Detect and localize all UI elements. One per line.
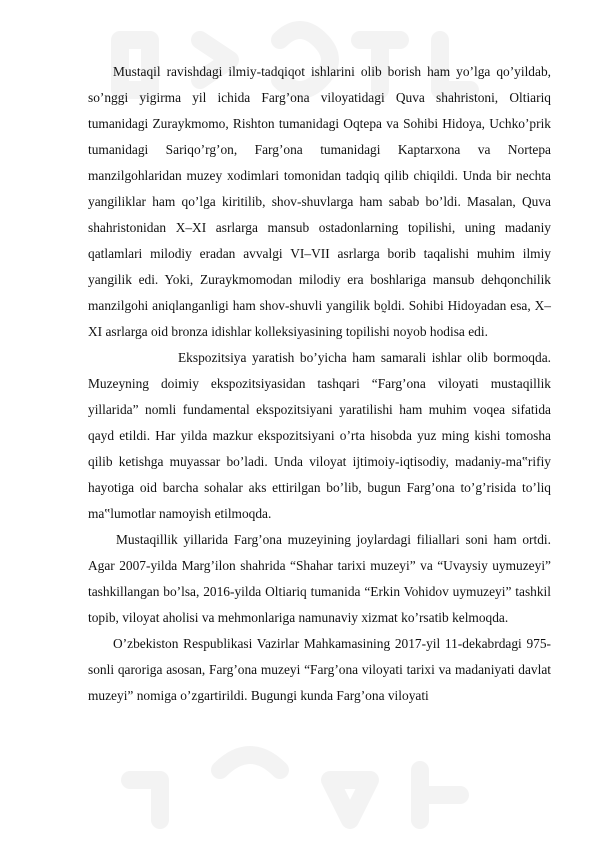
document-page [88, 59, 551, 709]
paragraph-exposition: Ekspozitsiya yaratish bo’yicha ham samarali ishlar olib bormoqda. Muzeyning doimiy ekspozitsiyasidan tashqari “Farg’ona viloyati mustaqillik yillarida” nomli fundamental ekspozitsiyani yaratilishi ham muhim voqea sifatida qayd etildi. Har yilda mazkur ekspozitsiyani o’rta hisobda yuz ming kishi tomosha qilib ketishga muyassar bo’ladi. Unda viloyat ijtimoiy-iqtisodiy, madaniy-ma‟rifiy hayotiga oid barcha sohalar aks ettirilgan bo’lib, bugun Farg’ona to’g’risida to’liq ma‟lumotlar namoyish etilmoqda. [88, 350, 551, 521]
paragraph-archaeology: Mustaqil ravishdagi ilmiy-tadqiqot ishlarini olib borish ham yo’lga qo’yildab, so’nggi yigirma yil ichida Farg’ona viloyatidagi Quva shahristoni, Oltiariq tumanidagi Zuraykmomo, Rishton tumanidagi Oqtepa va Sohibi Hidoya, Uchko’prik tumanidagi Sariqo’rg’on, Farg’ona tumanidagi Kaptarxona va Nortepa manzilgohlaridan muzey xodimlari tomonidan tadqiq qilib chiqildi. Unda bir nechta yangiliklar ham qo’lga kiritilib, shov-shuvlarga ham sabab bo’ldi. Masalan, Quva shahristonidan X–XI asrlarga mansub ostadonlarning topilishi, uning madaniy qatlamlari milodiy eradan avvalgi VI–VII asrlarga borib taqalishi muhim ilmiy yangilik edi. Yoki, Zuraykmomodan milodiy era boshlariga mansub dehqonchilik manzilgohi aniqlanganligi ham shov-shuvli yangilik bo̰ldi. Sohibi Hidoyadan esa, X–XI asrlarga oid bronza idishlar kolleksiyasining topilishi noyob hodisa edi. [88, 64, 551, 339]
paragraph-renaming: O’zbekiston Respublikasi Vazirlar Mahkamasining 2017-yil 11-dekabrdagi 975-sonli qaroriga asosan, Farg’ona muzeyi “Farg’ona viloyati tarixi va madaniyati davlat muzeyi” nomiga o’zgartirildi. Bugungi kunda Farg’ona viloyati [88, 636, 551, 703]
paragraph-branches: Mustaqillik yillarida Farg’ona muzeyining joylardagi filiallari soni ham ortdi. Agar 2007-yilda Marg’ilon shahrida “Shahar tarixi muzeyi” va “Uvaysiy uymuzeyi” tashkillangan bo’lsa, 2016-yilda Oltiariq tumanida “Erkin Vohidov uymuzeyi” tashkil topib, viloyat aholisi va mehmonlariga namunaviy xizmat ko’rsatib kelmoqda. [88, 532, 551, 625]
